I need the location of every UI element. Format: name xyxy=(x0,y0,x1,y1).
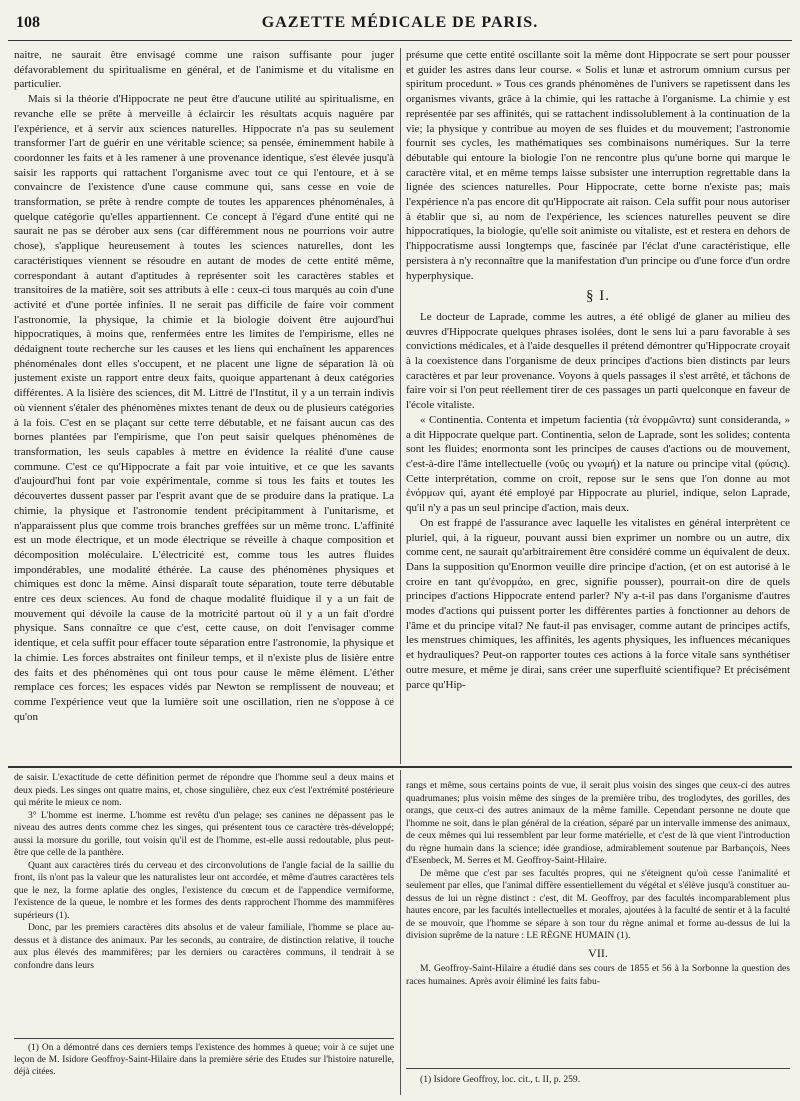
section-heading: VII. xyxy=(588,945,608,960)
footnote xyxy=(406,1074,790,1094)
footnote-rule xyxy=(406,1068,790,1069)
footnote-rule xyxy=(14,1038,394,1039)
upper-right-column xyxy=(406,48,790,764)
column-divider xyxy=(400,48,401,764)
paragraph: Quant aux caractères tirés du cerveau et des circonvolutions de l'angle facial de la saillie du front, ils n'ont pas la valeur que les naturalistes leur ont accordée, et même d'autres caractères tels que le nez, la forme aplatie des ongles, l'existence du cœcum et de l'appendice vermiforme, l'existence de la queue, le nombre et les formes des dents rapprochent l'homme des mammifères supérieurs (1). xyxy=(14,859,394,921)
footnote xyxy=(14,1042,394,1098)
paragraph: présume que cette entité oscillante soit la même dont Hippocrate se sert pour pousser et guider les astres dans leur course. « Solis et lunæ et astrorum omnium cursus per spiritum procedunt. » Tous ces grands phénomènes de l'univers se rapetissent dans les organismes vivants, grâce à la chimie, qui les rattache à l'organisme. La chimie y est représentée par ses affinités, qui se rattachent indissolublement à la continuation de la vie; la physique y contribue au moyen de ses fluides et du mouvement; l'astronomie fournit ses cycles, les mathématiques ses combinaisons numériques. Sur la terre débutable qui entoure la biologie l'on ne rencontre plus qu'une borne qui marque le caractère vital, et en même temps laisse subsister une interruption regrettable dans la lignée des sciences naturelles. Pour Hippocrate, cette borne n'existe pas; mais l'expérience n'a pas encore dit qu'Hippocrate ait raison. Cela suffit pour nous autoriser à établir que si, au nom de l'expérience, les sciences naturelles peuvent se dire hippocratiques, la biologie, qu'elle soit animiste ou vitaliste, est et restera en dehors de l'hippocratisme aussi longtemps que, fascinée par l'éclat d'une caractéristique, elle persistera à n'y reconnaître que la manifestation d'un principe ou d'une force d'un ordre hyperphysique. xyxy=(406,49,790,282)
upper-left-column xyxy=(14,48,394,764)
lower-right-column xyxy=(406,780,790,1064)
paragraph: Donc, par les premiers caractères dits absolus et de valeur familiale, l'homme se place au-dessus et à distance des animaux. Par les seconds, au contraire, de distinction relative, il touche aux plus élevés des mammifères; par les derniers ou caractères communs, il tendrait à se confondre dans leurs xyxy=(14,922,394,971)
footnote-text: (1) Isidore Geoffroy, loc. cit., t. II, p. 259. xyxy=(420,1074,581,1085)
paragraph: naitre, ne saurait être envisagé comme une raison suffisante pour juger défavorablement du spiritualisme en général, et de l'animisme et du vitalisme en particulier. xyxy=(14,49,394,91)
section-divider xyxy=(8,766,792,768)
paragraph: 3° L'homme est inerme. L'homme est revêtu d'un pelage; ses canines ne dépassent pas le niveau des autres dents comme chez les singes, qui présentent tous ce caractère très-développé; aussi la morsure du gorille, tout voisin qu'il est de l'homme, est-elle aussi redoutable, plus peut-être que celle de la panthère. xyxy=(14,809,394,858)
column-divider xyxy=(400,770,401,1095)
paragraph: rangs et même, sous certains points de vue, il serait plus voisin des singes que ceux-ci des autres quadrumanes; plus voisin même des singes de la première tribu, des troglodytes, des gorilles, des orangs, que ceux-ci des autres animaux de la même famille. Cependant personne ne doute que l'homme ne soit, dans le plan général de la création, séparé par un intervalle immense des animaux, de ceux mêmes qui lui ressemblent par leur forme matérielle, et c'est de là que vient l'introduction du règne humain dans la science; idée grandiose, admirablement soutenue par Barbançois, Nees d'Esenbeck, M. Serres et M. Geoffroy-Saint-Hilaire. xyxy=(406,780,790,866)
section-heading: § I. xyxy=(586,288,610,305)
page-number: 108 xyxy=(16,14,40,31)
paragraph: De même que c'est par ses facultés propres, qui ne s'éteignent qu'où cesse l'animalité et seulement par elles, que l'animal diffère essentiellement du végétal et s'élève jusqu'à constituer au-dessus de lui un règne distinct : c'est, dit M. Geoffroy, par des facultés incomparablement plus hautes encore, par les facultés intellectuelles et morales, ajoutées à la faculté de sentir et à la faculté de se mouvoir, que l'homme se sépare à son tour du règne animal et forme au-dessus de lui la division suprême de la nature : LE RÈGNE HUMAIN (1). xyxy=(406,867,790,941)
lower-left-column xyxy=(14,772,394,1034)
journal-title: GAZETTE MÉDICALE DE PARIS. xyxy=(261,14,539,31)
paragraph: de saisir. L'exactitude de cette définition permet de répondre que l'homme seul a deux mains et deux pieds. Les singes ont quatre mains, et, chose singulière, chez eux c'est l'extrémité postérieure qui mérite le mieux ce nom. xyxy=(14,772,394,808)
paragraph: Mais si la théorie d'Hippocrate ne peut être d'aucune utilité au spiritualisme, en revanche elle se prête à merveille à éclaircir les résultats acquis naguère par l'expérience, et à servir aux sciences naturelles. Hippocrate n'a pas su seulement transformer l'art de guérir en une véritable science; sa pensée, éminemment habile à coordonner les faits et à les ramener à une provenance identique, s'est élevée jusqu'à saisir les rapports qui rattachent l'organisme avec tout ce qui l'entoure, et à se convaincre de l'existence d'une cause commune qui, sans cesse en voie de transformation, se prête à rendre compte de toutes les apparences phénoménales, à quelque catégorie qu'elles appartiennent. Ce concept à l'égard d'une entité qui ne saurait ne pas se dérober aux sens (car différemment nous ne pourrions voir autre chose), s'applique heureusement à toutes les sciences naturelles, dont les caractéristiques viennent se résoudre en autant de modes de cette entité même, correspondant à autant d'aptitudes à représenter soit les caractères stables et transitoires de la matière, soit ses attributs à elle : ceux-ci tous marqués au coin d'une activité et d'une portée infinies. Il ne serait pas difficile de faire voir comment l'astronomie, la physique, la chimie et la biologie doivent être aujourd'hui hippocratiques, à moins que, renfermées entre les limites de l'empirisme, elles ne dédaignent toute recherche sur les causes et les liens qui enchaînent les apparences phénoménales dont elles s'occupent, et ne placent une ligne de séparation là où justement existe un rapport entre deux faits, quoique appartenant à deux catégories différentes. A la lisière des sciences, dit M. Littré de l'Institut, il y a un terrain indivis où viennent s'étaler des phénomènes mixtes tenant de deux ou de plusieurs catégories à la fois. C'est en se plaçant sur cette terre débutable, et ne faisant aucun cas des bornes plantées par l'empirisme, que l'on peut saisir quelques phénomènes de transformation, les seuls capables à mettre en évidence la réalité d'une cause commune. C'est ce qu'Hippocrate a fait par voie intuitive, et ce que les savants d'aujourd'hui font par voie expérimentale, comme si tous les faits et toutes les découvertes dussent passer par l'esprit avant que de se produire dans la pratique. La chimie, la physique et l'astronomie tendent précipitamment à l'unitarisme, et n'apparaissent plus que comme trois branches greffées sur un même tronc. L'affinité est un mode électrique, et un mode électrique se réveille à chaque composition et décomposition moléculaire. L'électricité est, comme tous les autres fluides impondérables, une modalité éthérée. La cause des phénomènes physiques et chimiques est donc la même. Ainsi disparaît toute séparation, toute terre débutable entre ces deux sciences. Au fond de chaque modalité fluidique il y a un fait de mouvement qui dévoile la cause de la motricité partout où il y a un fait d'ordre physique. Sans connaître ce que c'est, cette cause, on doit l'envisager comme identique, et cela suffit pour effacer toute séparation entre l'astronomie, la physique et la chimie. Les forces abstraites ont finileur temps, et il n'existe plus de lisière entre des faits et des phénomènes qui ont tous pour cause le même élément. L'éther remplace ces forces; les espaces vidés par Newton se remplissent de nouveau; et comme l'expérience veut que la lumière soit une oscillation, rien ne s'oppose à ce qu'on xyxy=(14,93,394,723)
paragraph: « Continentia. Contenta et impetum facientia (τὰ ἐνορμῶντα) sunt consideranda, » a dit Hippocrate quelque part. Continentia, selon de Laprade, sont les solides; contenta sont les fluides; enormonta sont les principes de causes d'actions ou de mouvement, c'est-à-dire l'âme intellectuelle (νοῦς ou γνωμή) et la nature ou principe vital (φύσις). Cette interprétation, comme on croit, repose sur le sens que l'on donne au mot ἐνόρμων qui, ayant été employé par Hippocrate au pluriel, indique, selon Laprade, qu'il n'y a pas un seul principe d'action, mais deux. xyxy=(406,413,790,515)
page-header xyxy=(8,14,792,41)
paragraph: On est frappé de l'assurance avec laquelle les vitalistes en général interprètent ce pluriel, qui, à la rigueur, pouvant aussi bien exprimer un nombre ou un autre, dix comme cent, ne saurait qu'arbitrairement être considéré comme un équivalent de deux. Dans la supposition qu'Enormon veuille dire principe d'action, (et on est autorisé à le croire en tant qu'ἐνορμάω, en grec, signifie pousser), pourrait-on dire de quels principes d'actions Hippocrate entend parler? N'y a-t-il pas dans l'organisme d'autres modes d'actions qui puissent porter les différentes parties à fonctionner au dehors de l'âme et du principe vital? Ne faut-il pas envisager, comme autant de principes actifs, les menstrues chimiques, les affinités, les agents physiques, les influences mécaniques et hydrauliques? Peut-on rapporter toutes ces actions à la force vitale sans synthétiser outre mesure, et même je dirai, sans créer une superfluité scientifique? Et précisément parce qu'Hip- xyxy=(406,516,790,691)
paragraph: M. Geoffroy-Saint-Hilaire a étudié dans ses cours de 1855 et 56 à la Sorbonne la question des races humaines. Après avoir éliminé les faits fabu- xyxy=(406,963,790,987)
paragraph: Le docteur de Laprade, comme les autres, a été obligé de glaner au milieu des œuvres d'Hippocrate quelques phrases isolées, dont le sens lui a paru favorable à ses convictions médicales, et à l'aide desquelles il prétend démontrer qu'Hippocrate croyait à la coexistence dans l'organisme de deux principes d'actions bien distincts par leurs caractères et par leur provenance. Voyons à quels passages il s'est arrêté, et tâchons de faire voir si l'on peut réellement tirer de ces passages un parti quelconque en faveur de l'école vitaliste. xyxy=(406,310,790,412)
footnote-text: (1) On a démontré dans ces derniers temps l'existence des hommes à queue; voir à ce sujet une leçon de M. Isidore Geoffroy-Saint-Hilaire dans la première série des Etudes sur l'histoire naturelle, déjà citées. xyxy=(14,1043,394,1078)
